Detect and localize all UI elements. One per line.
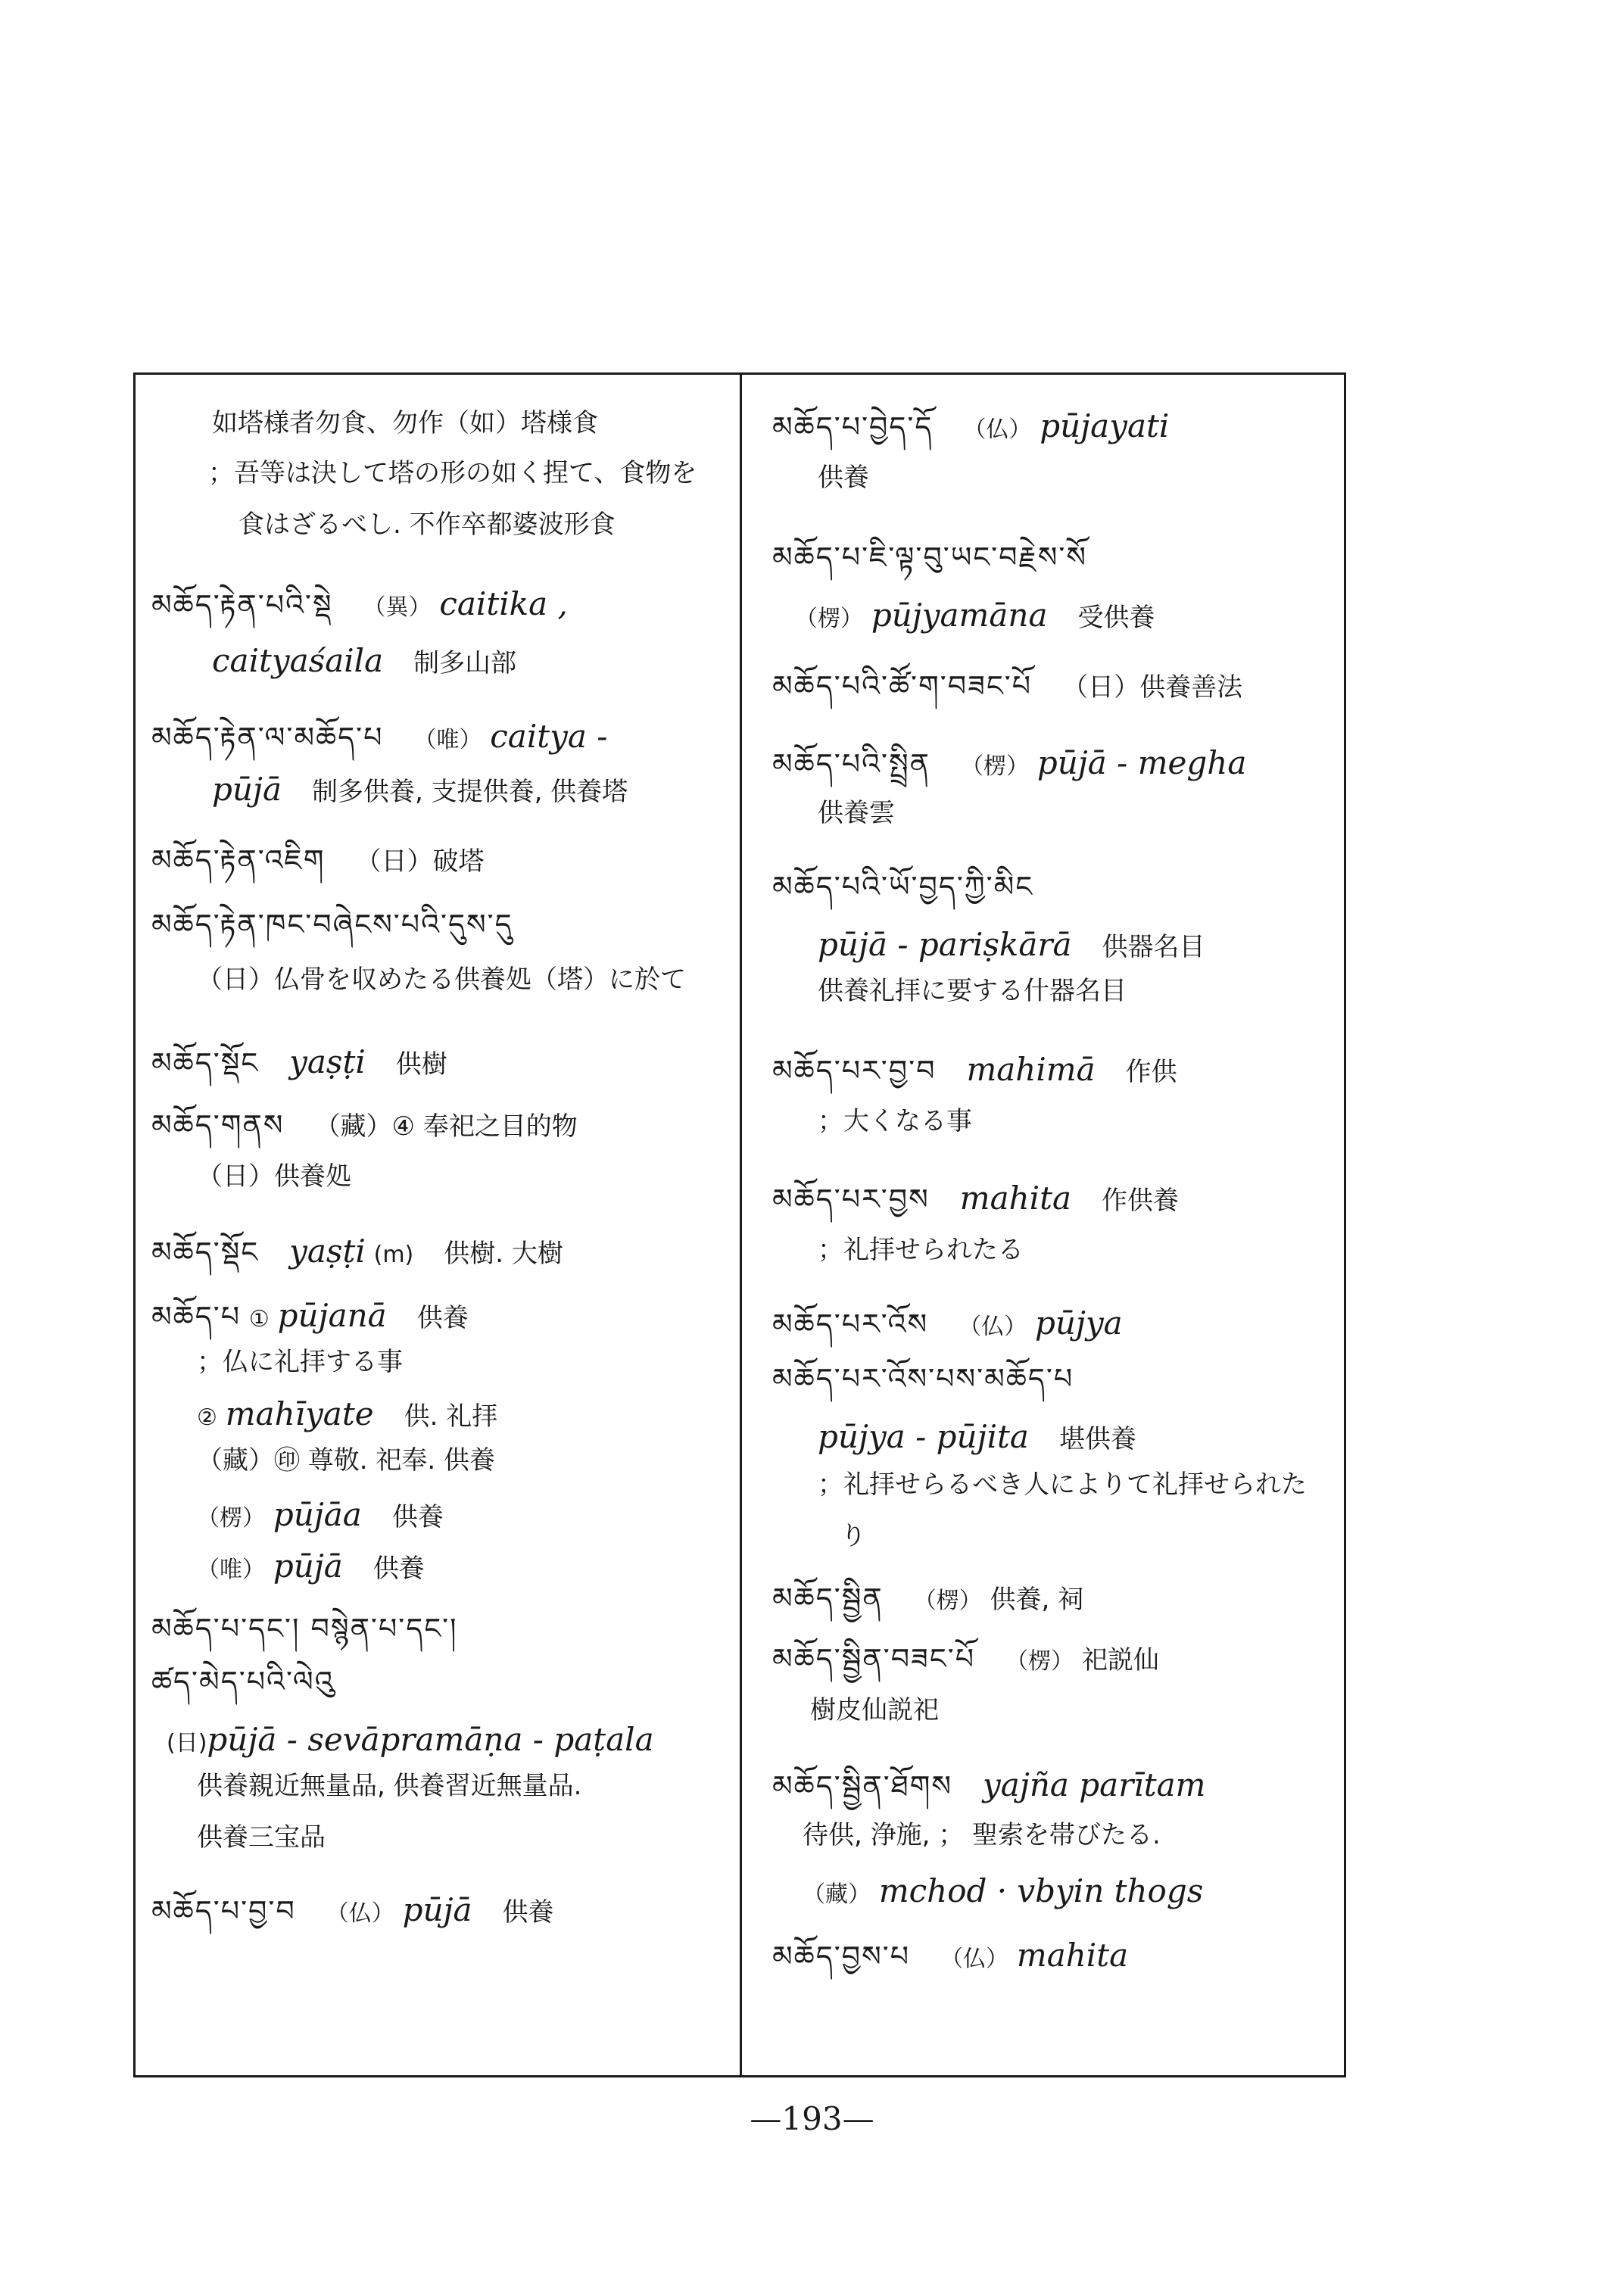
entry-line: ；仏に礼拝する事 [197,1347,403,1377]
entry-headword: མཆོད་པ་བྱ་བ （仏） pūjā 供養 [151,1891,554,1928]
entry-line: 待供, 浄施, ； 聖索を帯びたる. [803,1820,1161,1850]
entry-headword: མཆོད་རྟེན་ལ་མཆོད་པ （唯） caitya - [151,718,608,755]
entry-line: （楞） pūjāa 供養 [197,1496,444,1533]
entry-headword: མཆོད་པའི་ཚོ་ག་བཟང་པོ （日）供養善法 [772,669,1243,703]
entry-line: pūjā - pariṣkārā 供器名目 [818,926,1205,963]
entry-line: 供養親近無量品, 供養習近無量品. [197,1771,582,1801]
entry-line: ；礼拝せらるべき人によりて礼拝せられた [818,1470,1307,1500]
entry-line: ；吾等は決して塔の形の如く捏て、食物を [208,458,697,488]
entry-line: 供養礼拝に要する什器名目 [818,976,1127,1006]
entry-line: （日）仏骨を収めたる供養処（塔）に於て [197,965,686,995]
page-number: —193— [750,2100,874,2137]
entry-headword: མཆོད་སྡོང yaṣṭi 供樹 [151,1043,447,1080]
entry-line: （唯） pūjā 供養 [197,1548,425,1585]
entry-line: （楞） pūjyamāna 受供養 [795,597,1155,634]
entry-line: り [840,1521,866,1551]
entry-line: pūjā 制多供養, 支提供養, 供養塔 [212,771,628,808]
entry-line: 供養 [818,463,869,493]
entry-line: ；大くなる事 [818,1106,972,1136]
entry-headword: མཆོད་པ་དང་། བསྙེན་པ་དང་། [151,1612,458,1645]
entry-line: pūjya - pūjita 堪供養 [818,1418,1136,1455]
entry-line: 食はざるべし. 不作卒都婆波形食 [238,510,616,540]
entry-headword: མཆོད་སྡོང yaṣṭi (m) 供樹. 大樹 [151,1233,563,1270]
entry-headword: མཆོད་སྦྱིན་ཐོགས yajña parītam [772,1766,1206,1803]
entry-line: ② mahīyate 供. 礼拝 [197,1395,498,1432]
entry-headword: མཆོད་པར་འོས་པས་མཆོད་པ [772,1362,1074,1395]
entry-headword: མཆོད་རྟེན་ཁང་བཞེངས་པའི་དུས་དུ [151,908,513,941]
entry-headword: ཚད་མེད་པའི་ལེའུ [151,1665,335,1698]
entry-line: caityaśaila 制多山部 [212,642,517,679]
entry-headword: མཆོད་པ ① pūjanā 供養 [151,1297,469,1334]
entry-line: (日)pūjā - sevāpramāṇa - paṭala [167,1721,654,1758]
entry-headword: མཆོད་པར་འོས （仏） pūjya [772,1304,1123,1342]
entry-headword: མཆོད་རྟེན་པའི་སྡེ （異） caitika , [151,585,568,622]
entry-headword: མཆོད་པའི་སྤྲིན （楞） pūjā - megha [772,744,1247,781]
entry-headword: མཆོད་བྱས་པ （仏） mahita [772,1937,1129,1974]
entry-headword: མཆོད་སྦྱིན （楞） 供養, 祠 [772,1582,1084,1615]
entry-headword: མཆོད་གནས （藏）④ 奉祀之目的物 [151,1108,578,1142]
entry-line: 供養三宝品 [197,1822,326,1853]
entry-headword: མཆོད་རྟེན་འཇིག （日）破塔 [151,843,485,877]
entry-line: （藏） mchod · vbyin thogs [803,1872,1204,1909]
entry-headword: མཆོད་པར་བྱ་བ mahimā 作供 [772,1051,1177,1088]
entry-line: （藏）㊞ 尊敬. 祀奉. 供養 [197,1445,496,1476]
entry-line: 供養雲 [818,798,895,828]
entry-headword: མཆོད་པར་བྱས mahita 作供養 [772,1180,1180,1217]
entry-line: ；礼拝せられたる [818,1235,1024,1265]
entry-line: （日）供養処 [197,1161,351,1192]
column-divider [740,372,742,2077]
entry-headword: མཆོད་པ་ཇི་ལྟ་བུ་ཡང་བརྗེས་སོ [772,541,1087,574]
entry-line: 樹皮仙説祀 [810,1695,939,1725]
entry-headword: མཆོད་པ་བྱེད་དོ （仏） pūjayati [772,407,1170,444]
entry-line: 如塔様者勿食、勿作（如）塔様食 [212,408,598,438]
entry-headword: མཆོད་སྦྱིན་བཟང་པོ （楞） 祀説仙 [772,1642,1159,1675]
entry-headword: མཆོད་པའི་ཡོ་བྱད་ཀྱི་མིང [772,870,1034,903]
